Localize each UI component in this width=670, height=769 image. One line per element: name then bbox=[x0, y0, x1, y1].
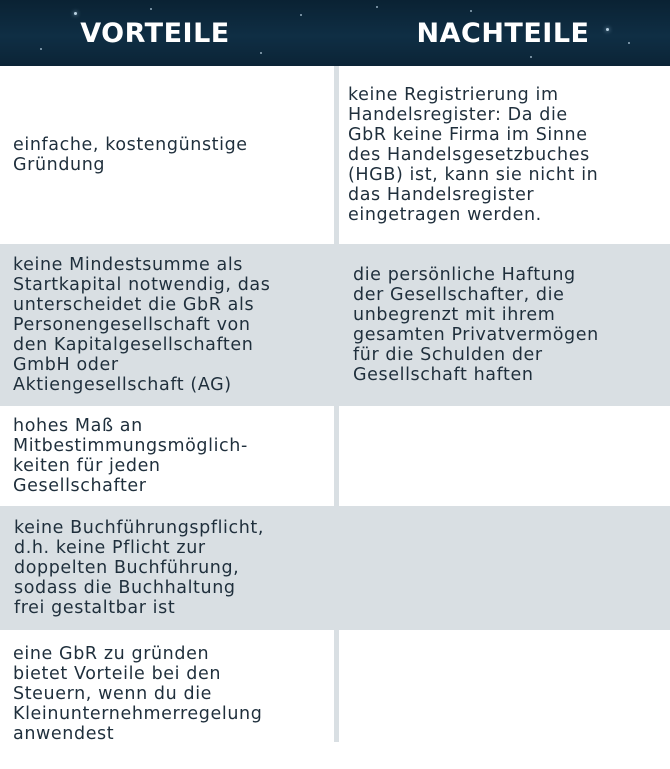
advantage-cell: hohes Maß an Mitbestimmungsmöglich- keiten für jeden Gesellschafter bbox=[13, 416, 248, 496]
disadvantage-cell bbox=[348, 506, 666, 630]
table-header bbox=[0, 0, 670, 66]
disadvantage-cell: keine Registrierung im Handelsregister: Da die GbR keine Firma im Sinne des Handelsgesetzbuches (HGB) ist, kann sie nicht in das Handelsregister eingetragen werden. bbox=[348, 85, 599, 225]
advantage-cell: eine GbR zu gründen bietet Vorteile bei den Steuern, wenn du die Kleinunternehmerregelung anwendest bbox=[13, 644, 263, 744]
advantage-cell: keine Mindestsumme als Startkapital notwendig, das unterscheidet die GbR als Personengesellschaft von den Kapitalgesellschaften GmbH oder Aktiengesellschaft (AG) bbox=[13, 255, 271, 395]
column-header-advantages: VORTEILE bbox=[80, 17, 230, 49]
advantage-cell: einfache, kostengünstige Gründung bbox=[13, 135, 248, 175]
disadvantage-cell bbox=[348, 406, 666, 506]
disadvantage-cell: die persönliche Haftung der Gesellschafter, die unbegrenzt mit ihrem gesamten Privatvermögen für die Schulden der Gesellschaft haften bbox=[353, 265, 599, 385]
advantage-cell: keine Buchführungspflicht, d.h. keine Pflicht zur doppelten Buchführung, sodass die Buchhaltung frei gestaltbar ist bbox=[14, 518, 265, 618]
column-divider bbox=[334, 66, 339, 742]
column-header-disadvantages: NACHTEILE bbox=[416, 17, 590, 49]
disadvantage-cell bbox=[348, 630, 666, 754]
